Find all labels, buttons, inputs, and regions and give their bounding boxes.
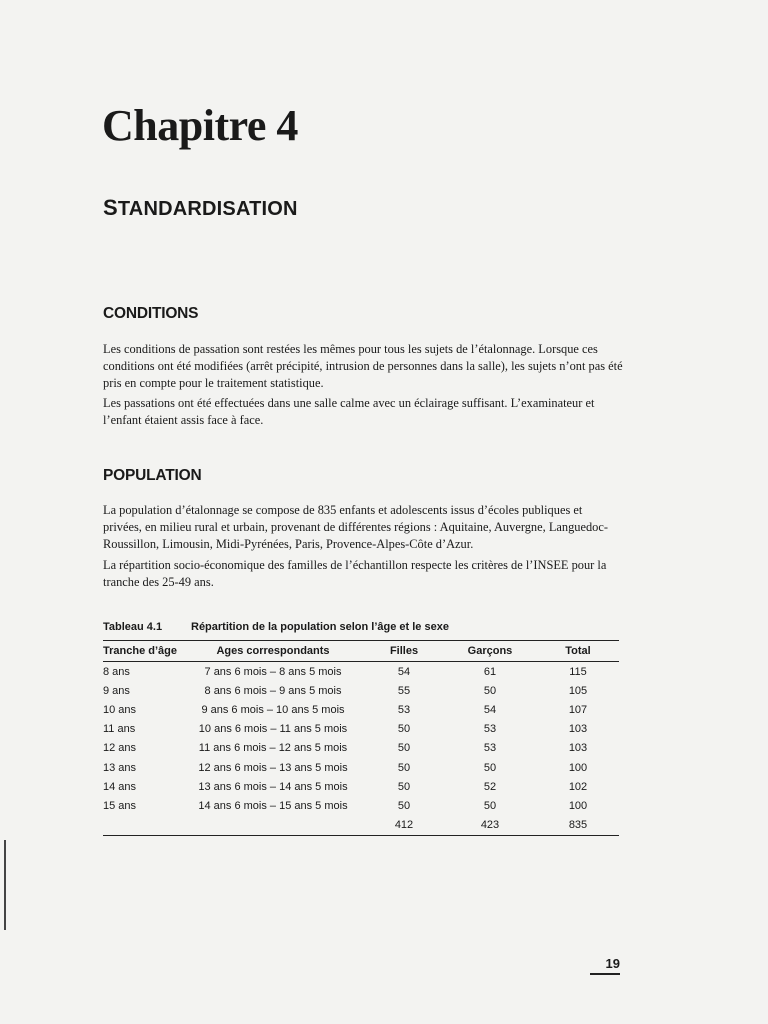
- cell-total: 105: [568, 684, 588, 697]
- cell-garcons: 54: [483, 703, 497, 716]
- page-number: 19: [590, 956, 620, 975]
- population-table: [103, 640, 619, 836]
- cell-total: 103: [568, 723, 588, 736]
- table-title: Répartition de la population selon l’âge et le sexe: [191, 621, 449, 633]
- cell-garcons: 61: [483, 665, 497, 678]
- table-row: [103, 681, 619, 700]
- cell-ages: 10 ans 6 mois – 11 ans 5 mois: [198, 723, 348, 736]
- section-title-initial: S: [103, 195, 118, 220]
- cell-total: 107: [568, 703, 588, 716]
- cell-filles: 55: [397, 684, 411, 697]
- table-totals-row: [103, 816, 619, 836]
- cell-tranche: 11 ans: [103, 723, 136, 736]
- cell-filles: 54: [397, 665, 411, 678]
- scan-edge-mark: [4, 840, 6, 930]
- cell-tranche: 12 ans: [103, 742, 137, 755]
- table-row: [103, 700, 619, 719]
- cell-total: 100: [568, 761, 588, 774]
- section-title: [103, 195, 298, 221]
- table-header-row: [103, 641, 619, 662]
- section-title-rest: TANDARDISATION: [117, 198, 298, 220]
- cell-filles: 50: [397, 780, 411, 793]
- cell-filles: 53: [397, 703, 411, 716]
- population-paragraph-1: La population d’étalonnage se compose de 835 enfants et adolescents issus d’écoles publiques et privées, en milieu rural et urbain, provenant de différentes régions : Aquitaine, Auvergne, Languedoc-Roussillon, Limousin, Midi-Pyrénées, Paris, Provence-Alpes-Côte d’Azur.: [103, 503, 608, 551]
- header-garcons: Garçons: [443, 641, 537, 662]
- cell-total: 115: [569, 665, 587, 678]
- header-total: Total: [537, 641, 619, 662]
- total-filles: 412: [365, 816, 443, 836]
- cell-garcons: 53: [483, 723, 497, 736]
- cell-filles: 50: [397, 723, 411, 736]
- conditions-heading: CONDITIONS: [103, 305, 199, 322]
- cell-tranche: 8 ans: [103, 665, 130, 678]
- conditions-paragraph-1: Les conditions de passation sont restées les mêmes pour tous les sujets de l’étalonnage. Lorsque ces conditions ont été modifiées (arrêt précipité, intrusion de personnes dans la salle), les sujets n’ont pas été pris en compte pour le traitement statistique.: [103, 342, 623, 390]
- cell-filles: 50: [397, 761, 411, 774]
- cell-filles: 50: [397, 742, 411, 755]
- cell-ages: 11 ans 6 mois – 12 ans 5 mois: [198, 742, 348, 755]
- cell-garcons: 52: [483, 780, 497, 793]
- table-row: [103, 739, 619, 758]
- cell-tranche: 14 ans: [103, 780, 137, 793]
- cell-tranche: 15 ans: [103, 799, 137, 812]
- cell-ages: 9 ans 6 mois – 10 ans 5 mois: [201, 703, 345, 716]
- cell-tranche: 10 ans: [103, 703, 137, 716]
- cell-tranche: 9 ans: [103, 684, 130, 697]
- cell-filles: 50: [397, 799, 411, 812]
- cell-garcons: 50: [483, 761, 497, 774]
- total-empty-1: [103, 816, 181, 836]
- conditions-paragraph-2: Les passations ont été effectuées dans une salle calme avec un éclairage suffisant. L’examinateur et l’enfant étaient assis face à face.: [103, 396, 595, 427]
- cell-garcons: 50: [483, 684, 497, 697]
- table-row: [103, 777, 619, 796]
- cell-total: 102: [568, 780, 588, 793]
- cell-ages: 7 ans 6 mois – 8 ans 5 mois: [204, 665, 342, 678]
- cell-ages: 12 ans 6 mois – 13 ans 5 mois: [198, 761, 348, 774]
- population-paragraph-2: La répartition socio-économique des familles de l’échantillon respecte les critères de l’INSEE pour la tranche des 25-49 ans.: [103, 558, 607, 589]
- cell-total: 100: [568, 799, 588, 812]
- cell-garcons: 50: [483, 799, 497, 812]
- table-row: [103, 796, 619, 815]
- total-empty-2: [181, 816, 365, 836]
- table-row: [103, 758, 619, 777]
- total-garcons: 423: [443, 816, 537, 836]
- header-ages: Ages correspondants: [181, 641, 365, 662]
- chapter-title: Chapitre 4: [102, 101, 298, 150]
- cell-total: 103: [568, 742, 588, 755]
- cell-garcons: 53: [483, 742, 497, 755]
- cell-ages: 14 ans 6 mois – 15 ans 5 mois: [198, 799, 348, 812]
- table-row: [103, 662, 619, 682]
- total-all: 835: [537, 816, 619, 836]
- population-heading: POPULATION: [103, 467, 202, 484]
- header-filles: Filles: [365, 641, 443, 662]
- header-tranche: Tranche d’âge: [103, 641, 181, 662]
- table-number: Tableau 4.1: [103, 621, 163, 633]
- cell-ages: 13 ans 6 mois – 14 ans 5 mois: [198, 780, 348, 793]
- cell-ages: 8 ans 6 mois – 9 ans 5 mois: [204, 684, 342, 697]
- table-row: [103, 720, 619, 739]
- table-caption: [103, 621, 619, 633]
- cell-tranche: 13 ans: [103, 761, 137, 774]
